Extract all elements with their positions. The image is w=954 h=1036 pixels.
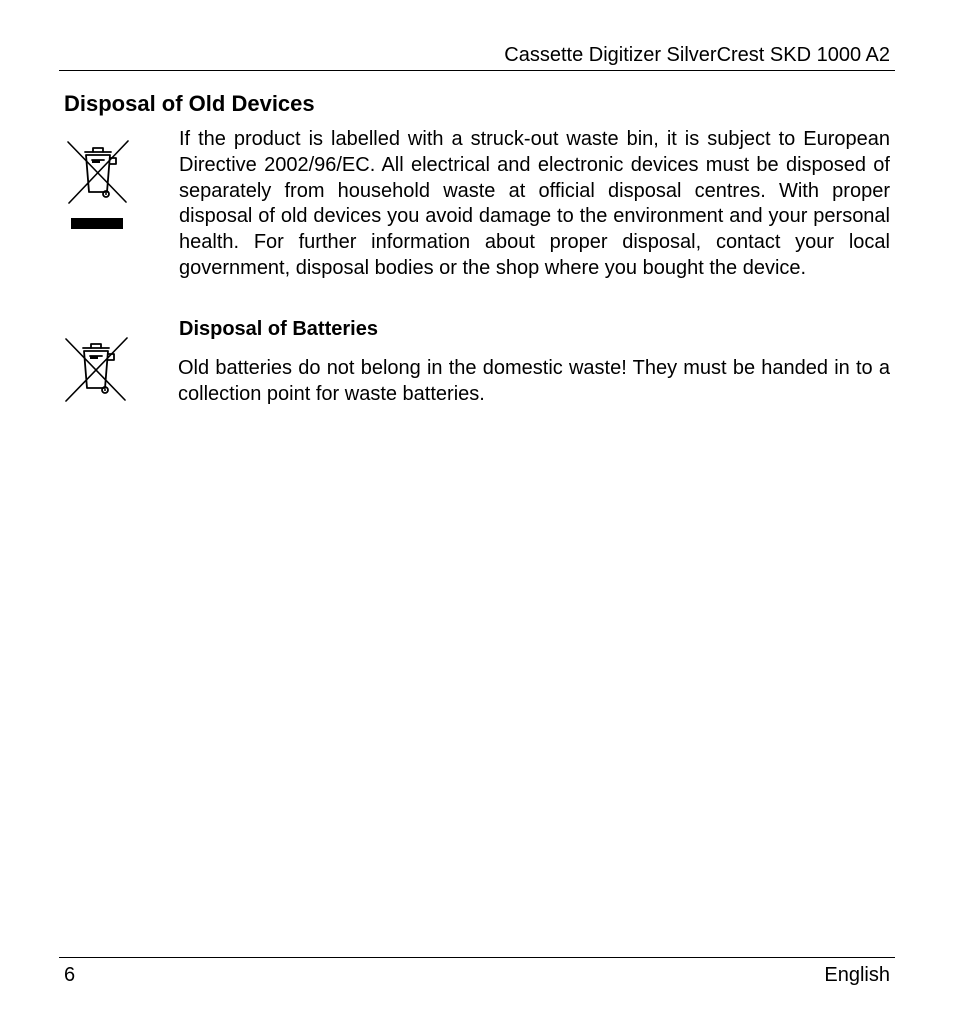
footer-language: English: [824, 964, 890, 986]
subsection-paragraph-disposal-batteries: Old batteries do not belong in the domestic waste! They must be handed in to a collection point for waste batteries.: [178, 357, 890, 405]
header-divider: [59, 70, 895, 71]
page-number: 6: [64, 964, 76, 986]
header-title: Cassette Digitizer SilverCrest SKD 1000 A2: [504, 44, 890, 66]
section-paragraph-disposal-old-devices: If the product is labelled with a struck-out waste bin, it is subject to European Directive 2002/96/EC. All electrical and electronic devices must be disposed of separately from household waste at official disposal centres. With proper disposal of old devices you avoid damage to the environment and your personal health. For further information about proper disposal, contact your local government, disposal bodies or the shop where you bought the device.: [179, 128, 890, 279]
crossed-out-bin-icon: [62, 336, 130, 404]
section-heading-disposal-old-devices: Disposal of Old Devices: [64, 91, 315, 116]
footer-divider: [59, 957, 895, 958]
crossed-out-bin-with-bar-icon: [64, 138, 132, 232]
subsection-heading-disposal-batteries: Disposal of Batteries: [179, 318, 378, 340]
